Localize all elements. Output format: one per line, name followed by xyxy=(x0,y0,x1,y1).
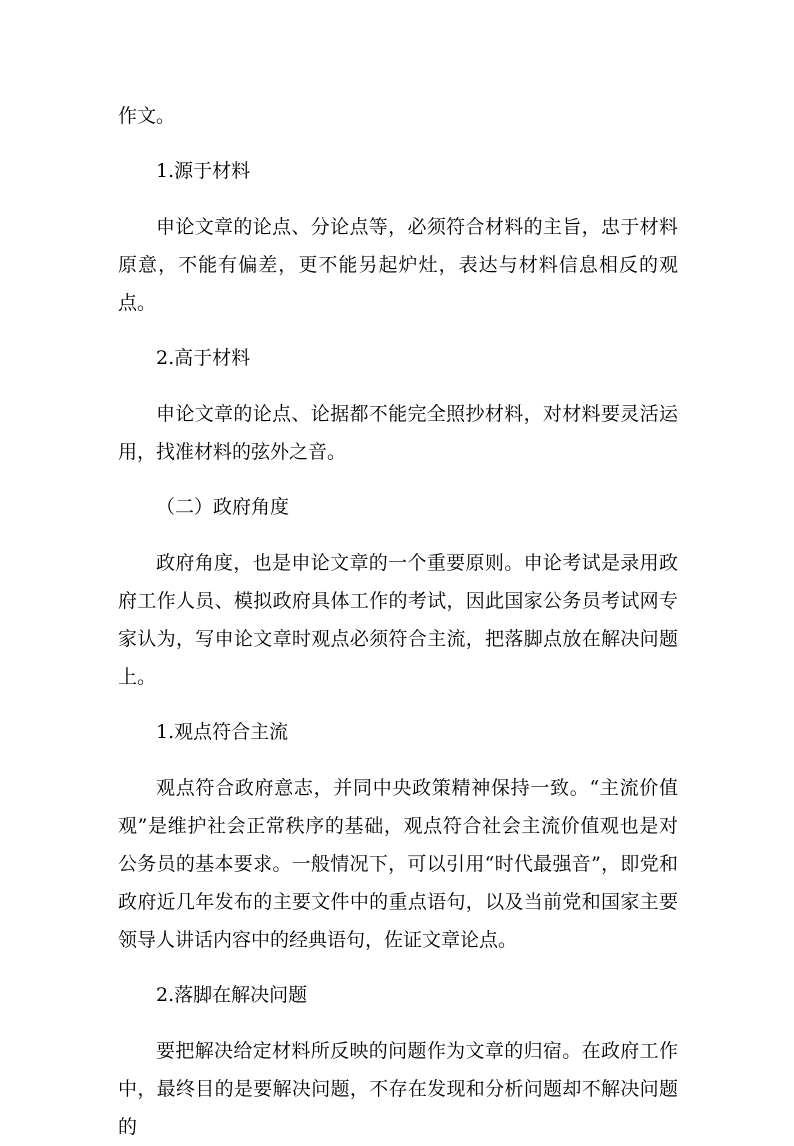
section-heading-government: （二）政府角度 xyxy=(156,496,290,518)
paragraph-continuation: 作文。 xyxy=(118,105,176,127)
section-heading-mainstream: 1.观点符合主流 xyxy=(156,721,289,743)
section-heading-2: 2.高于材料 xyxy=(156,347,251,369)
paragraph: 要把解决给定材料所反映的问题作为文章的归宿。在政府工作中，最终目的是要解决问题，不存在发现和分析问题却不解决问题的 xyxy=(118,1040,678,1138)
paragraph: 观点符合政府意志，并同中央政策精神保持一致。“主流价值观”是维护社会正常秩序的基础，观点符合社会主流价值观也是对公务员的基本要求。一般情况下，可以引用“时代最强音”，即党和政府近几年发布的主要文件中的重点语句，以及当前党和国家主要领导人讲话内容中的经典语句，佐证文章论点。 xyxy=(118,777,678,951)
paragraph: 申论文章的论点、分论点等，必须符合材料的主旨，忠于材料原意，不能有偏差，更不能另起炉灶，表达与材料信息相反的观点。 xyxy=(118,216,678,314)
document-body xyxy=(118,97,678,1146)
section-heading-1: 1.源于材料 xyxy=(156,160,251,182)
paragraph: 政府角度，也是申论文章的一个重要原则。申论考试是录用政府工作人员、模拟政府具体工作的考试，因此国家公务员考试网专家认为，写申论文章时观点必须符合主流，把落脚点放在解决问题上。 xyxy=(118,552,678,688)
paragraph: 申论文章的论点、论据都不能完全照抄材料，对材料要灵活运用，找准材料的弦外之音。 xyxy=(118,403,678,463)
section-heading-solve-problems: 2.落脚在解决问题 xyxy=(156,984,308,1006)
